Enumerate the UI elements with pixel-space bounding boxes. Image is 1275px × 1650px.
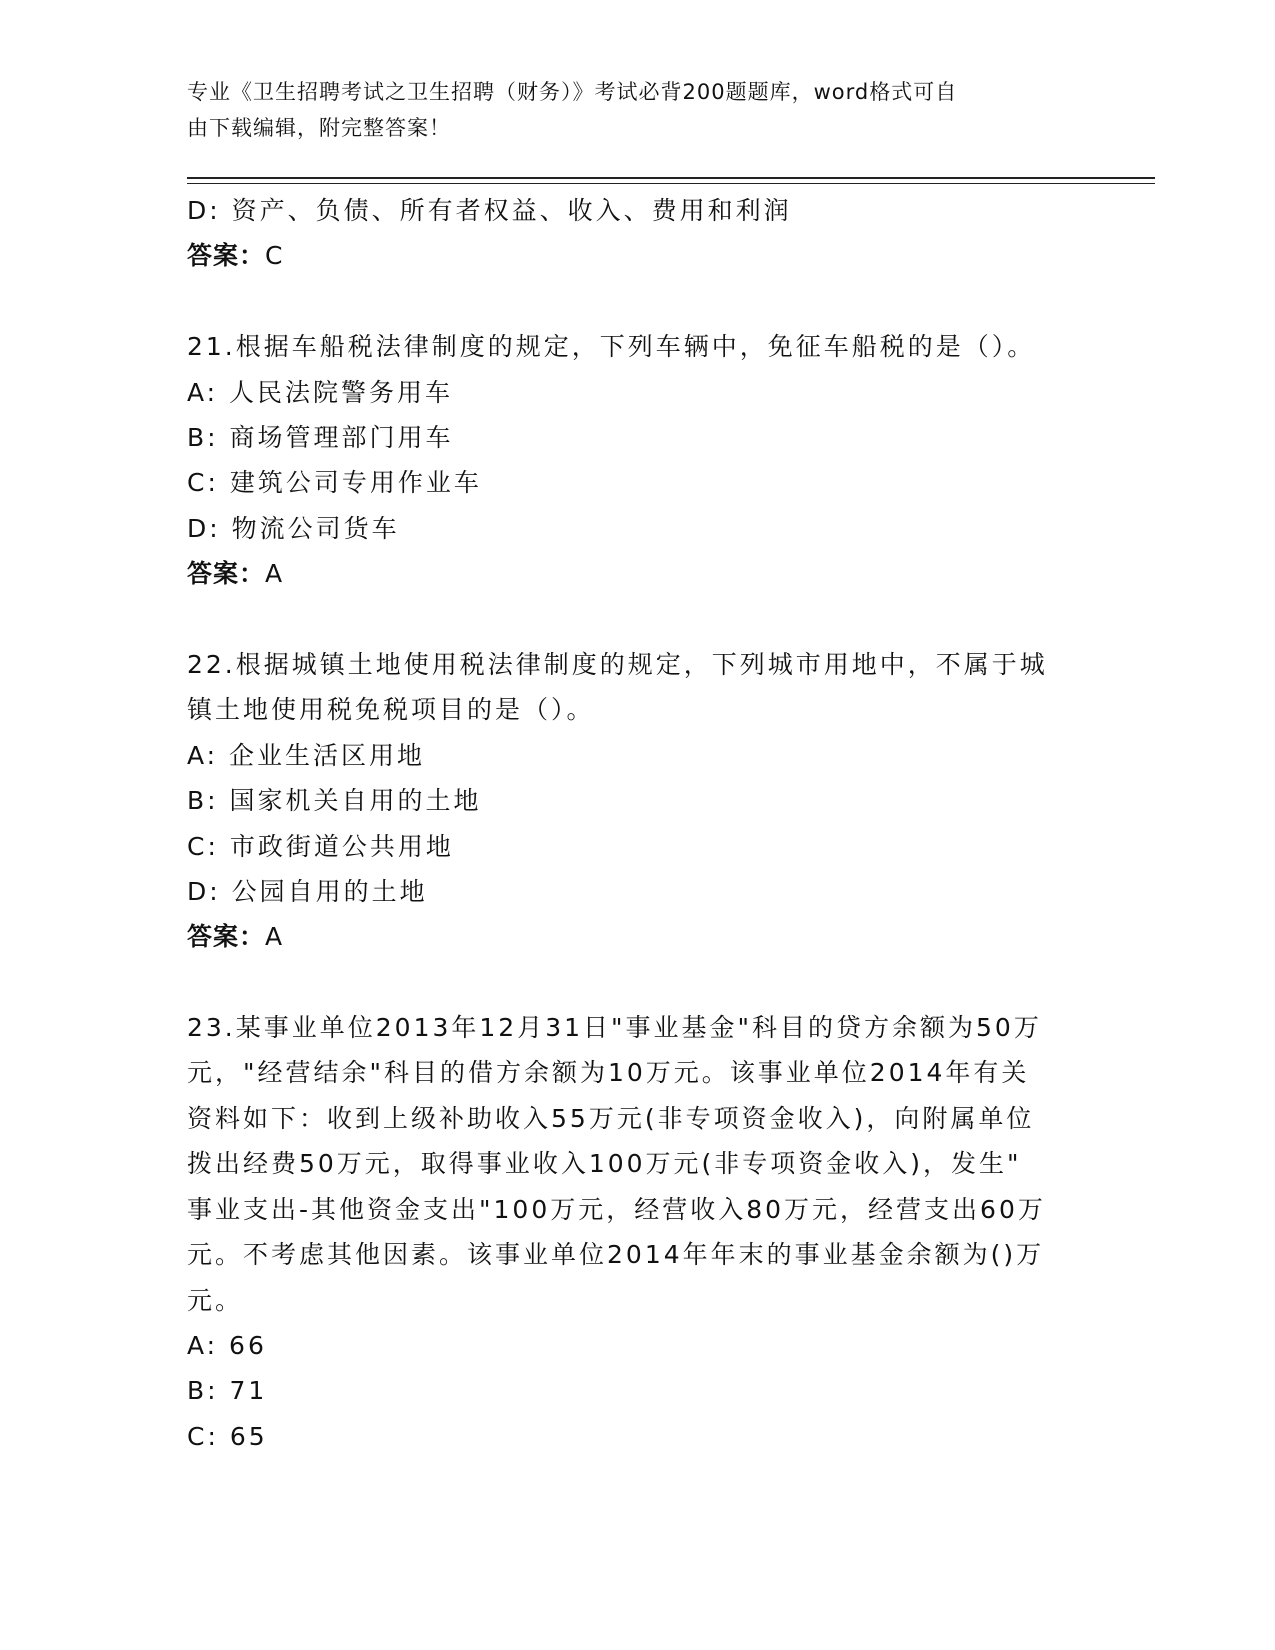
stem-line: 22.根据城镇土地使用税法律制度的规定，下列城市用地中，不属于城 <box>187 649 1048 679</box>
spacer <box>187 279 1087 324</box>
answer-label: 答案： <box>187 922 266 952</box>
option-d: D: 物流公司货车 <box>187 513 400 543</box>
question-stem <box>187 1005 1087 1323</box>
answer-label: 答案： <box>187 559 266 589</box>
stem-line: 拨出经费50万元，取得事业收入100万元(非专项资金收入)，发生" <box>187 1149 1022 1179</box>
stem-line: 资料如下：收到上级补助收入55万元(非专项资金收入)，向附属单位 <box>187 1103 1035 1133</box>
option-c: C: 建筑公司专用作业车 <box>187 468 482 498</box>
header-divider-thick <box>187 177 1155 179</box>
option-d: D: 公园自用的土地 <box>187 876 428 906</box>
question-23 <box>187 1005 1087 1459</box>
option-b: B: 国家机关自用的土地 <box>187 786 482 816</box>
spacer <box>187 960 1087 1005</box>
option-a: A: 66 <box>187 1330 267 1360</box>
option-b: B: 商场管理部门用车 <box>187 422 454 452</box>
option-a: A: 企业生活区用地 <box>187 740 426 770</box>
spacer <box>187 597 1087 642</box>
option-c: C: 市政街道公共用地 <box>187 831 454 861</box>
stem-line: 21.根据车船税法律制度的规定，下列车辆中，免征车船税的是（）。 <box>187 332 1036 362</box>
option-b: B: 71 <box>187 1376 268 1406</box>
answer-label: 答案： <box>187 241 266 271</box>
question-21 <box>187 324 1087 596</box>
answer <box>187 914 1087 959</box>
header-divider-thin <box>187 183 1155 184</box>
stem-line: 元。不考虑其他因素。该事业单位2014年年末的事业基金余额为()万 <box>187 1240 1045 1270</box>
option-a: A: 人民法院警务用车 <box>187 377 454 407</box>
header-line-2: 由下载编辑，附完整答案！ <box>187 116 451 140</box>
stem-line: 镇土地使用税免税项目的是（）。 <box>187 695 595 725</box>
answer-value: C <box>265 241 284 271</box>
stem-line: 事业支出-其他资金支出"100万元，经营收入80万元，经营支出60万 <box>187 1194 1046 1224</box>
question-22 <box>187 642 1087 960</box>
header-line-1: 专业《卫生招聘考试之卫生招聘（财务）》考试必背200题题库，word格式可自 <box>187 80 958 104</box>
stem-line: 元。 <box>187 1285 244 1315</box>
prev-option-d: D: 资产、负债、所有者权益、收入、费用和利润 <box>187 196 792 225</box>
answer-value: A <box>265 559 284 589</box>
prev-answer <box>187 233 1087 278</box>
option-c: C: 65 <box>187 1421 268 1451</box>
answer <box>187 551 1087 596</box>
stem-line: 23.某事业单位2013年12月31日"事业基金"科目的贷方余额为50万 <box>187 1013 1042 1043</box>
stem-line: 元，"经营结余"科目的借方余额为10万元。该事业单位2014年有关 <box>187 1058 1030 1088</box>
question-content <box>187 188 1087 1459</box>
question-stem <box>187 324 1087 369</box>
answer-value: A <box>265 922 284 952</box>
question-stem <box>187 642 1087 733</box>
page-header <box>187 74 1067 146</box>
